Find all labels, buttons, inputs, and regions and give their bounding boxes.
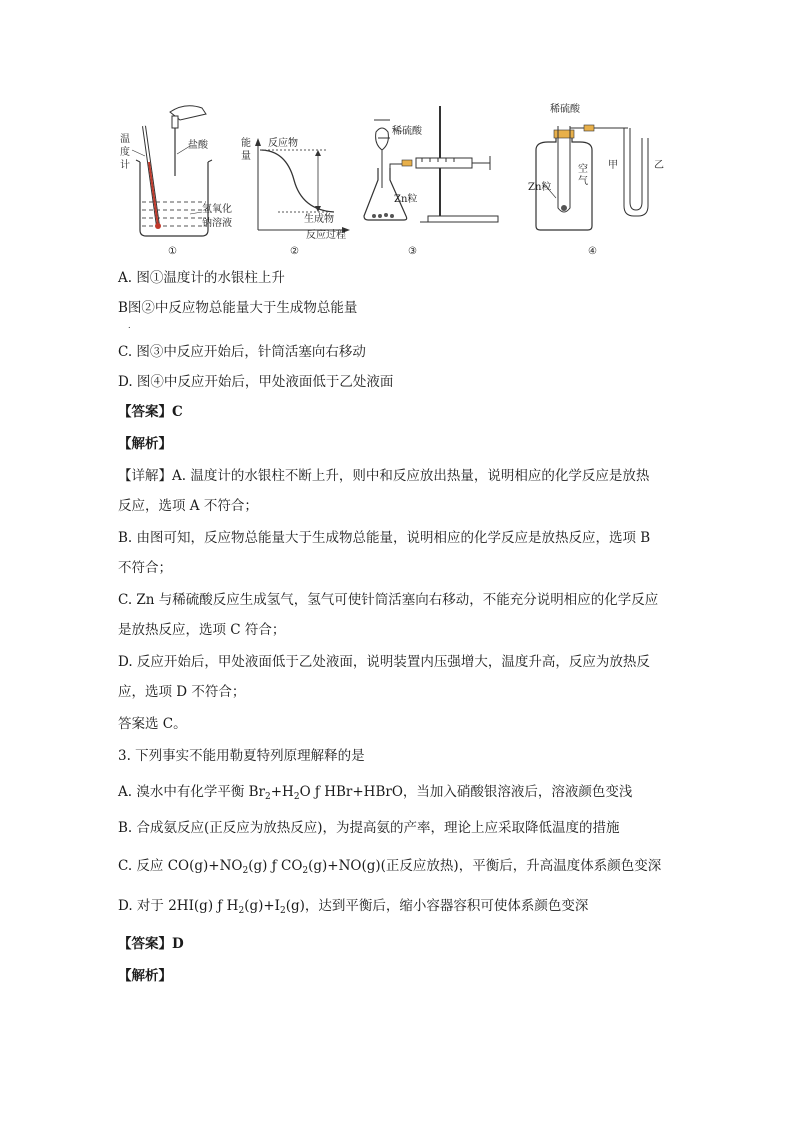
q2-answer: 【答案】C [118, 404, 183, 420]
q2-detail-line: D. 反应开始后，甲处液面低于乙处液面，说明装置内压强增大，温度升高，反应为放热反 [118, 654, 650, 670]
q2-detail-line: 【详解】A. 温度计的水银柱不断上升，则中和反应放出热量，说明相应的化学反应是放热 [118, 468, 650, 484]
figure-4-bottle-utube [520, 98, 670, 260]
figure-1-beaker [110, 98, 250, 260]
q2-detail-line: C. Zn 与稀硫酸反应生成氢气，氢气可使针筒活塞向右移动，不能充分说明相应的化学反应 [118, 592, 659, 608]
figure-3-number: ③ [408, 246, 417, 257]
zn-label: Zn粒 [528, 182, 552, 193]
q2-option-a: A. 图①温度计的水银柱上升 [118, 270, 285, 286]
q3-option-c: C. 反应 $CO(g)+NO_2(g)$ ƒ $CO_2(g)+NO(g)$(正反应放热)，平衡后，升高温度体系颜色变深 [118, 858, 662, 876]
q2-detail-line: 反应，选项 A 不符合； [118, 498, 258, 514]
energy-axis-label-1: 能 [241, 138, 251, 149]
figure-1-number: ① [168, 246, 177, 257]
zn-label: Zn粒 [394, 194, 418, 205]
process-axis-label: 反应过程 [306, 230, 346, 241]
acid-label: 稀硫酸 [392, 126, 422, 137]
product-label: 生成物 [304, 214, 334, 225]
solution-label-2: 钠溶液 [202, 218, 232, 229]
q2-final-answer: 答案选 C。 [118, 716, 187, 732]
thermo-label-1: 温 [120, 134, 130, 145]
q2-detail-line: 是放热反应，选项 C 符合； [118, 622, 286, 638]
jia-label: 甲 [608, 160, 618, 171]
q2-detail-line: 不符合； [118, 560, 172, 576]
q2-detail-line: B. 由图可知，反应物总能量大于生成物总能量，说明相应的化学反应是放热反应，选项 B [118, 530, 651, 546]
q2-option-b: B图②中反应物总能量大于生成物总能量 [118, 300, 358, 316]
q3-stem: 3. 下列事实不能用勒夏特列原理解释的是 [118, 748, 365, 764]
thermo-label-3: 计 [120, 160, 130, 171]
q2-option-c: C. 图③中反应开始后，针筒活塞向右移动 [118, 344, 366, 360]
figure-3-flask-syringe [360, 98, 510, 260]
energy-axis-label-2: 量 [241, 151, 251, 162]
figure-4-number: ④ [588, 246, 597, 257]
q3-answer: 【答案】D [118, 936, 184, 952]
q2-option-d: D. 图④中反应开始后，甲处液面低于乙处液面 [118, 374, 394, 390]
air-label-2: 气 [578, 176, 588, 187]
figure-2-energy-diagram [238, 98, 358, 260]
q3-option-d: D. 对于 2HI(g) ƒ $H_2(g)+I_2(g)$，达到平衡后，缩小容器容积可使体系颜色变深 [118, 898, 589, 916]
q2-analysis-heading: 【解析】 [118, 436, 172, 452]
air-label-1: 空 [578, 164, 588, 175]
solution-label-1: 氢氧化 [202, 204, 232, 215]
acid-label: 稀硫酸 [550, 104, 580, 115]
reactant-label: 反应物 [268, 138, 298, 149]
q3-analysis-heading: 【解析】 [118, 968, 172, 984]
q3-option-b: B. 合成氨反应(正反应为放热反应)，为提高氨的产率，理论上应采取降低温度的措施 [118, 820, 620, 836]
q3-option-a: A. 溴水中有化学平衡 $Br_2+H_2O$ ƒ HBr+HBrO，当加入硝酸银溶液后，溶液颜色变浅 [118, 784, 633, 802]
q2-detail-line: 应，选项 D 不符合； [118, 684, 246, 700]
thermo-label-2: 度 [120, 147, 130, 158]
figures-row [110, 98, 670, 260]
acid-label: 盐酸 [188, 140, 208, 151]
yi-label: 乙 [654, 160, 664, 171]
figure-2-number: ② [290, 246, 299, 257]
